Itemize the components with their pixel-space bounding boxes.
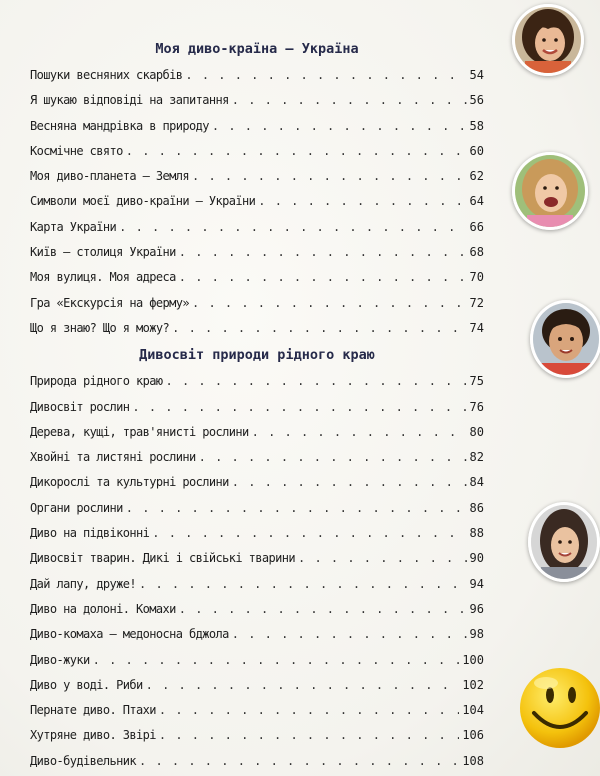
toc-entry-title: Диво у воді. Риби xyxy=(30,677,143,692)
toc-entry-page: 60 xyxy=(469,143,484,158)
toc-entry-title: Символи моєї диво-країни — України xyxy=(30,194,256,209)
dot-leader xyxy=(179,597,467,622)
toc-entry-title: Природа рідного краю xyxy=(30,374,163,389)
toc-entry[interactable] xyxy=(30,445,484,470)
toc-entry[interactable] xyxy=(30,215,484,240)
dot-leader xyxy=(179,265,467,290)
section-title: Моя диво-країна — Україна xyxy=(155,41,359,57)
toc-entry-title: Моя вулиця. Моя адреса xyxy=(30,270,176,285)
dot-leader xyxy=(199,445,467,470)
toc-entry-title: Київ — столиця України xyxy=(30,245,176,260)
toc-entry-title: Я шукаю відповіді на запитання xyxy=(30,93,229,108)
dot-leader xyxy=(179,240,467,265)
section-title: Дивосвіт природи рідного краю xyxy=(139,347,375,364)
smiley-face-icon xyxy=(516,665,600,751)
toc-entry[interactable] xyxy=(30,749,484,774)
toc-entry[interactable] xyxy=(30,189,484,214)
toc-entry-title: Диво-жуки xyxy=(30,652,90,667)
toc-entry[interactable] xyxy=(30,139,484,164)
dot-leader xyxy=(126,139,467,164)
toc-entry-title: Космічне свято xyxy=(30,143,123,158)
dot-leader xyxy=(298,546,467,571)
dot-leader xyxy=(159,723,459,748)
toc-entry-page: 96 xyxy=(469,601,484,616)
toc-entry-page: 76 xyxy=(469,399,484,414)
toc-entry[interactable] xyxy=(30,395,484,420)
toc-entry-page: 72 xyxy=(469,295,484,310)
dot-leader xyxy=(232,88,467,113)
toc-entry-page: 82 xyxy=(469,450,484,465)
toc-entry-title: Карта України xyxy=(30,219,117,234)
dot-leader xyxy=(192,291,467,316)
toc-entry-title: Дерева, кущі, трав'янисті рослини xyxy=(30,424,249,439)
toc-entry[interactable] xyxy=(30,496,484,521)
toc-entry[interactable] xyxy=(30,164,484,189)
toc-entry[interactable] xyxy=(30,114,484,139)
dot-leader xyxy=(185,63,466,88)
toc-entry[interactable] xyxy=(30,673,484,698)
toc-entry[interactable] xyxy=(30,369,484,394)
dot-leader xyxy=(258,189,466,214)
toc-entry-page: 94 xyxy=(469,576,484,591)
toc-entry[interactable] xyxy=(30,420,484,445)
toc-entry-title: Дикорослі та культурні рослини xyxy=(30,475,229,490)
toc-entry[interactable] xyxy=(30,597,484,622)
toc-entry-title: Гра «Екскурсія на ферму» xyxy=(30,295,189,310)
toc-entry[interactable] xyxy=(30,546,484,571)
toc-entry-page: 104 xyxy=(462,703,484,718)
dot-leader xyxy=(146,673,460,698)
table-of-contents xyxy=(30,38,484,774)
dot-leader xyxy=(166,369,467,394)
toc-entry-page: 100 xyxy=(462,652,484,667)
toc-entry-page: 102 xyxy=(462,677,484,692)
dot-leader xyxy=(132,395,466,420)
toc-entry-title: Моя диво-планета — Земля xyxy=(30,169,189,184)
dot-leader xyxy=(192,164,467,189)
toc-entry-page: 74 xyxy=(469,320,484,335)
toc-entry-title: Диво на підвіконні xyxy=(30,526,150,541)
dot-leader xyxy=(139,572,467,597)
child-photo-icon xyxy=(530,300,600,378)
toc-entry[interactable] xyxy=(30,622,484,647)
toc-entry-title: Що я знаю? Що я можу? xyxy=(30,320,170,335)
toc-entry-page: 84 xyxy=(469,475,484,490)
toc-entry-title: Дивосвіт рослин xyxy=(30,399,130,414)
toc-entry[interactable] xyxy=(30,723,484,748)
toc-entry-page: 80 xyxy=(469,424,484,439)
toc-entry[interactable] xyxy=(30,291,484,316)
dot-leader xyxy=(232,622,467,647)
toc-entry[interactable] xyxy=(30,572,484,597)
child-photo-icon xyxy=(512,4,584,76)
toc-entry-page: 56 xyxy=(469,93,484,108)
toc-entry[interactable] xyxy=(30,88,484,113)
toc-entry-title: Весняна мандрівка в природу xyxy=(30,118,209,133)
dot-leader xyxy=(139,749,459,774)
toc-entry-page: 86 xyxy=(469,500,484,515)
toc-entry-title: Дивосвіт тварин. Дикі і свійські тварини xyxy=(30,551,295,566)
toc-entry-page: 58 xyxy=(469,118,484,133)
toc-entry-title: Диво-будівельник xyxy=(30,753,136,768)
dot-leader xyxy=(152,521,466,546)
dot-leader xyxy=(93,648,460,673)
toc-entry-title: Диво-комаха — медоносна бджола xyxy=(30,627,229,642)
toc-entry-page: 70 xyxy=(469,270,484,285)
child-photo-icon xyxy=(528,502,600,582)
toc-entry[interactable] xyxy=(30,240,484,265)
toc-entry[interactable] xyxy=(30,698,484,723)
toc-entry-title: Пернате диво. Птахи xyxy=(30,703,156,718)
toc-entry-title: Диво на долоні. Комахи xyxy=(30,601,176,616)
toc-entry-title: Хвойні та листяні рослини xyxy=(30,450,196,465)
toc-entry-page: 106 xyxy=(462,728,484,743)
toc-entry-page: 66 xyxy=(469,219,484,234)
toc-entry[interactable] xyxy=(30,521,484,546)
toc-entry[interactable] xyxy=(30,316,484,341)
toc-entry-page: 62 xyxy=(469,169,484,184)
toc-entry-title: Органи рослини xyxy=(30,500,123,515)
toc-entry-page: 90 xyxy=(469,551,484,566)
toc-entry[interactable] xyxy=(30,648,484,673)
toc-entry[interactable] xyxy=(30,470,484,495)
dot-leader xyxy=(232,470,467,495)
dot-leader xyxy=(126,496,467,521)
dot-leader xyxy=(119,215,466,240)
toc-entry-page: 68 xyxy=(469,245,484,260)
toc-entry-title: Хутряне диво. Звірі xyxy=(30,728,156,743)
toc-entry-page: 88 xyxy=(469,526,484,541)
toc-entry[interactable] xyxy=(30,63,484,88)
child-photo-icon xyxy=(512,152,588,230)
toc-entry-page: 98 xyxy=(469,627,484,642)
toc-entry-page: 54 xyxy=(469,68,484,82)
toc-entry-page: 64 xyxy=(469,194,484,209)
dot-leader xyxy=(159,698,459,723)
toc-entry-title: Пошуки весняних скарбів xyxy=(30,68,183,82)
toc-entry-title: Дай лапу, друже! xyxy=(30,576,136,591)
toc-entry[interactable] xyxy=(30,265,484,290)
dot-leader xyxy=(172,316,466,341)
dot-leader xyxy=(212,114,467,139)
toc-entry-page: 75 xyxy=(469,374,484,389)
dot-leader xyxy=(252,420,467,445)
toc-entry-page: 108 xyxy=(462,753,484,768)
